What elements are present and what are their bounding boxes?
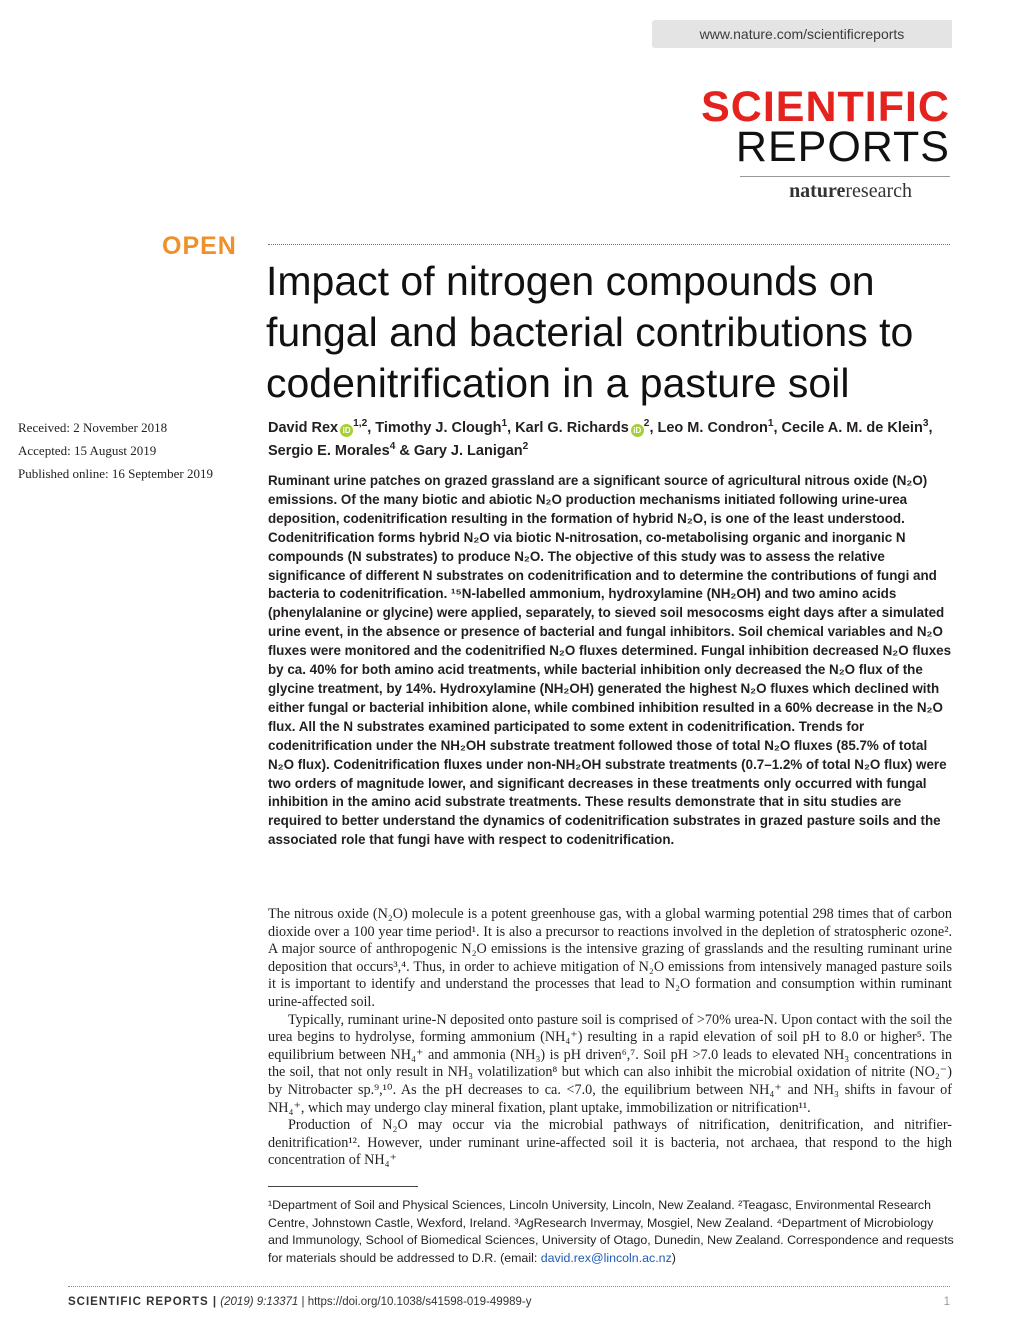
article-body <box>268 906 952 1170</box>
footer-journal: SCIENTIFIC REPORTS | <box>68 1296 218 1308</box>
brand-reports: REPORTS <box>735 123 950 171</box>
open-access-label: OPEN <box>162 232 237 260</box>
author-affiliation: 1 <box>767 418 774 430</box>
article-title: Impact of nitrogen compounds on fungal and bacterial contributions to codenitrification in a pasture soil <box>266 258 914 406</box>
author-affiliation: 1,2 <box>353 418 368 430</box>
affiliations-footnote <box>268 1197 956 1267</box>
author-affiliation: 3 <box>922 418 929 430</box>
publisher-logo <box>789 180 912 203</box>
body-paragraph: Typically, ruminant urine-N deposited onto pasture soil is comprised of >70% urea-N. Upon contact with the soil the urea begins to hydrolyse, forming ammonium (NH₄⁺) resulting in a rapid elevation of soil pH to 8.0 or higher⁵. The equilibrium between NH₄⁺ and ammonia (NH₃) is pH driven⁶,⁷. Soil pH >7.0 leads to elevated NH₃ concentrations in the soil, that not only result in NH₃ volatilization⁸ but which can also inhibit the microbial oxidation of nitrite (NO₂⁻) by Nitrobacter sp.⁹,¹⁰. As the pH decreases to ca. <7.0, the equilibrium between NH₄⁺ and NH₃ shifts in favour of NH₄⁺, which may undergo clay mineral fixation, plant uptake, immobilization or nitrification¹¹. <box>268 1011 952 1116</box>
author-name[interactable]: , Sergio E. Morales <box>268 420 933 459</box>
received-date: Received: 2 November 2018 <box>18 420 168 435</box>
brand-divider <box>740 176 950 177</box>
affiliations-text: ¹Department of Soil and Physical Sciences, Lincoln University, Lincoln, New Zealand. ²Teagasc, Environmental Research Centre, Johnstown Castle, Wexford, Ireland. ³AgResearch Invermay, Mosgiel, New Zealand. ⁴Department of Microbiology and Immunology, School of Biomedical Sciences, University of Otago, Dunedin, New Zealand. Correspondence and requests for materials should be addressed to D.R. (email: <box>268 1198 954 1265</box>
title-divider <box>268 244 950 245</box>
published-date: Published online: 16 September 2019 <box>18 466 213 481</box>
publisher-nature: nature <box>789 180 846 202</box>
author-affiliation: 2 <box>643 418 650 430</box>
author-affiliation: 1 <box>501 418 508 430</box>
doi-link[interactable]: | https://doi.org/10.1038/s41598-019-49989-y <box>301 1296 532 1308</box>
body-paragraph: The nitrous oxide (N₂O) molecule is a potent greenhouse gas, with a global warming potential 298 times that of carbon dioxide over a 100 year time period¹. It is also a precursor to reactions involved in the depletion of stratospheric ozone². A major source of anthropogenic N₂O emissions is the intensive grazing of grasslands and the resulting ruminant urine deposition that occurs³,⁴. Thus, in order to achieve mitigation of N₂O emissions from intensively managed pasture soils it is important to identify and understand the processes that lead to N₂O formation and consumption within ruminant urine-affected soil. <box>268 906 952 1010</box>
author-name[interactable]: David Rex <box>268 420 339 436</box>
author-list <box>268 417 958 463</box>
publisher-research: research <box>845 180 912 202</box>
author-affiliation: 4 <box>389 441 396 453</box>
journal-url-link[interactable]: www.nature.com/scientificreports <box>652 20 952 48</box>
author-affiliation: 2 <box>522 441 529 453</box>
article-dates <box>18 416 213 485</box>
body-paragraph: Production of N₂O may occur via the microbial pathways of nitrification, denitrification, and nitrifier-denitrification¹². However, under ruminant urine-affected soil it is bacteria, not archaea, that respond to the high concentration of NH₄⁺ <box>268 1117 952 1169</box>
brand-scientific: SCIENTIFIC <box>701 83 950 131</box>
orcid-icon[interactable]: iD <box>631 424 644 437</box>
footnote-divider <box>268 1186 418 1187</box>
author-name[interactable]: , Cecile A. M. de Klein <box>773 420 923 436</box>
footnote-close: ) <box>671 1250 676 1265</box>
author-name[interactable]: , Timothy J. Clough <box>367 420 502 436</box>
author-name[interactable]: , Leo M. Condron <box>649 420 768 436</box>
footer-citation: (2019) 9:13371 <box>220 1296 299 1308</box>
accepted-date: Accepted: 15 August 2019 <box>18 443 157 458</box>
page-footer <box>68 1296 950 1308</box>
author-name[interactable]: & Gary J. Lanigan <box>395 443 523 459</box>
abstract: Ruminant urine patches on grazed grassland are a significant source of agricultural nitrous oxide (N₂O) emissions. Of the many biotic and abiotic N₂O production mechanisms initiated following urine-urea deposition, codenitrification resulting in the formation of hybrid N₂O, is one of the least understood. Codenitrification forms hybrid N₂O via biotic N-nitrosation, co-metabolising organic and inorganic N compounds (N substrates) to produce N₂O. The objective of this study was to assess the relative significance of different N substrates on codenitrification and to determine the contributions of fungi and bacteria to codenitrification. ¹⁵N-labelled ammonium, hydroxylamine (NH₂OH) and two amino acids (phenylalanine or glycine) were applied, separately, to sieved soil mesocosms eight days after a simulated urine event, in the absence or presence of bacterial and fungal inhibitors. Soil chemical variables and N₂O fluxes were monitored and the codenitrified N₂O fluxes determined. Fungal inhibition decreased N₂O fluxes by ca. 40% for both amino acid treatments, while bacterial inhibition only decreased the N₂O flux of the glycine treatment, by 14%. Hydroxylamine (NH₂OH) generated the highest N₂O fluxes which declined with either fungal or bacterial inhibition alone, while combined inhibition resulted in a 60% decrease in the N₂O flux. All the N substrates examined participated to some extent in codenitrification. Trends for codenitrification under the NH₂OH substrate treatment followed those of total N₂O fluxes (85.7% of total N₂O flux). Codenitrification fluxes under non-NH₂OH substrate treatments (0.7–1.2% of total N₂O flux) were two orders of magnitude lower, and significant decreases in these treatments only occurred with fungal inhibition in the amino acid substrate treatments. These results demonstrate that in situ studies are required to better understand the dynamics of codenitrification substrates in grazed pasture soils and the associated role that fungi have with respect to codenitrification. <box>268 473 952 848</box>
correspondence-email-link[interactable]: david.rex@lincoln.ac.nz <box>540 1250 672 1265</box>
orcid-icon[interactable]: iD <box>340 424 353 437</box>
author-name[interactable]: , Karl G. Richards <box>507 420 629 436</box>
page-number: 1 <box>943 1296 950 1308</box>
footer-divider <box>68 1286 950 1287</box>
